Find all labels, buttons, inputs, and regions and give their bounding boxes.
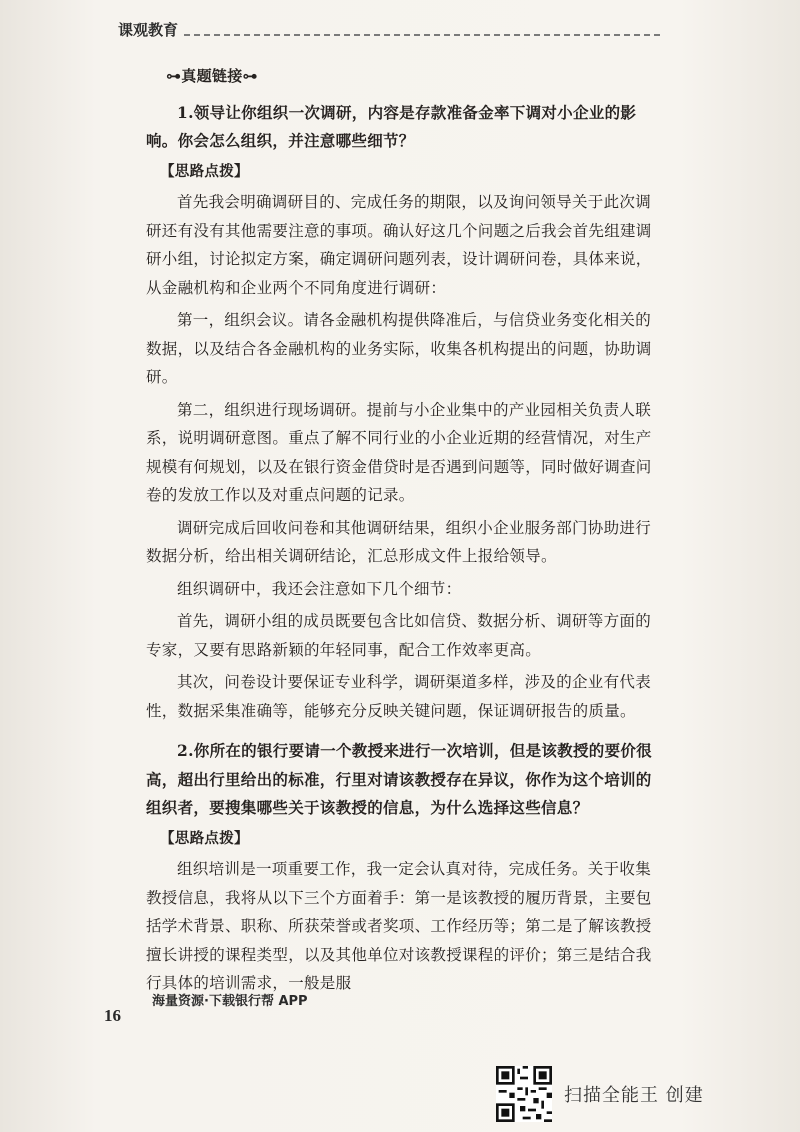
q1-paragraph-7: 其次，问卷设计要保证专业科学，调研渠道多样，涉及的企业有代表性，数据采集准确等，能够充分反映关键问题，保证调研报告的质量。	[146, 673, 652, 720]
spacer	[146, 729, 666, 737]
footer-text: 海量资源·下载银行帮 APP	[152, 994, 308, 1009]
scanner-watermark	[496, 1062, 704, 1126]
page-content	[146, 62, 666, 1002]
question-1: 1.领导让你组织一次调研，内容是存款准备金率下调对小企业的影响。你会怎么组织，并注意哪些细节？	[146, 102, 637, 150]
q1-paragraph-6: 首先，调研小组的成员既要包含比如信贷、数据分析、调研等方面的专家，又要有思路新颖的年轻同事，配合工作效率更高。	[146, 612, 652, 659]
tip-label-2: 【思路点拨】	[160, 830, 249, 847]
watermark-text: 扫描全能王 创建	[564, 1085, 704, 1106]
header-title: 课观教育	[118, 21, 179, 39]
tip-label-1: 【思路点拨】	[160, 163, 249, 180]
q1-paragraph-4: 调研完成后回收问卷和其他调研结果，组织小企业服务部门协助进行数据分析，给出相关调研结论，汇总形成文件上报给领导。	[146, 518, 652, 565]
q1-paragraph-2: 第一，组织会议。请各金融机构提供降准后，与信贷业务变化相关的数据，以及结合各金融机构的业务实际，收集各机构提出的问题，协助调研。	[146, 311, 652, 386]
section-title: ⊶真题链接⊶	[166, 67, 258, 85]
q1-paragraph-3: 第二，组织进行现场调研。提前与小企业集中的产业园相关负责人联系，说明调研意图。重点了解不同行业的小企业近期的经营情况，对生产规模有何规划，以及在银行资金借贷时是否遇到问题等，同时做好调查问卷的发放工作以及对重点问题的记录。	[146, 400, 652, 504]
question-2: 2.你所在的银行要请一个教授来进行一次培训，但是该教授的要价很高，超出行里给出的标准，行里对请该教授存在异议，你作为这个培训的组织者，要搜集哪些关于该教授的信息，为什么选择这些信息？	[146, 741, 652, 817]
page-number: 16	[104, 1006, 121, 1025]
q1-paragraph-1: 首先我会明确调研目的、完成任务的期限，以及询问领导关于此次调研还有没有其他需要注意的事项。确认好这几个问题之后我会首先组建调研小组，讨论拟定方案，确定调研问题列表，设计调研问卷，具体来说，从金融机构和企业两个不同角度进行调研：	[146, 193, 652, 297]
qr-code-icon	[496, 1066, 552, 1122]
header-dashed-rule	[184, 34, 660, 36]
q2-paragraph-1: 组织培训是一项重要工作，我一定会认真对待，完成任务。关于收集教授信息，我将从以下三个方面着手：第一是该教授的履历背景，主要包括学术背景、职称、所获荣誉或者奖项、工作经历等；第二是了解该教授擅长讲授的课程类型，以及其他单位对该教授课程的评价；第三是结合我行具体的培训需求，一般是服	[146, 860, 652, 992]
q1-paragraph-5: 组织调研中，我还会注意如下几个细节：	[177, 579, 462, 598]
page-header	[118, 18, 660, 40]
